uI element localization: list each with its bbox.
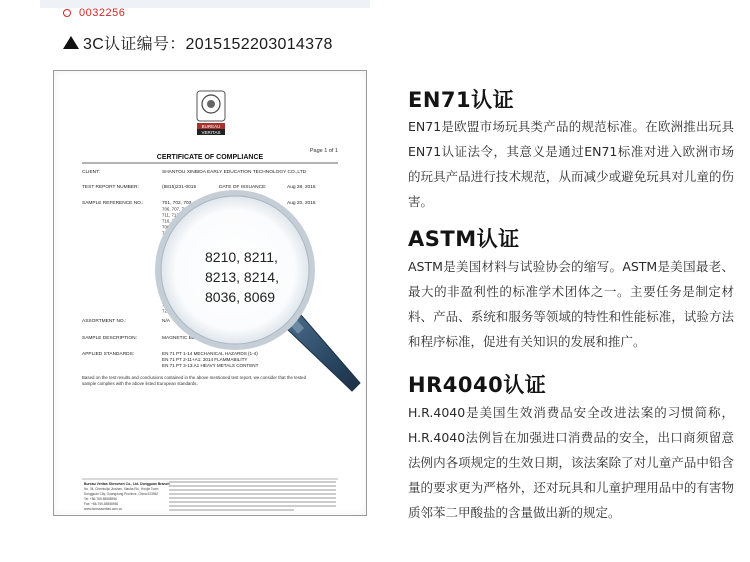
- certificate-svg: [54, 71, 366, 515]
- bureau-veritas-logo: [197, 91, 225, 135]
- sample-ref-list: [162, 207, 204, 314]
- sample-ref-line: 7068, 7108, 7: [162, 224, 189, 230]
- footer-line: Fax: +86-769-85558956: [84, 502, 119, 506]
- assortment-label: ASSORTMENT NO.:: [82, 319, 127, 324]
- page-number: Page 1 of 1: [309, 148, 338, 154]
- serial-number: [63, 7, 125, 19]
- magnified-line: 8036, 8069: [205, 289, 276, 305]
- sample-ref-line: 8213, 82: [162, 254, 180, 260]
- fine-print: [169, 482, 336, 510]
- footer-line: Dongguan City, Guangdong Province, China 523962: [84, 492, 159, 496]
- sample-ref-line: 7216, 7217, 72: [162, 302, 192, 308]
- certificate-title: CERTIFICATE OF COMPLIANCE: [156, 154, 264, 161]
- section-body-en71: EN71是欧盟市场玩具类产品的规范标准。在欧洲推出玩具EN71认证法令，其意义是通过EN71标准对进入欧洲市场的玩具产品进行技术规范，从而减少或避免玩具对儿童的伤害。: [408, 119, 734, 209]
- report-number-label: TEST REPORT NUMBER:: [82, 185, 139, 190]
- report-number-value: (8815)231-0015: [162, 185, 197, 190]
- sample-ref-line: 7056, 7058: [162, 236, 184, 242]
- section-title-astm: ASTM认证: [408, 227, 520, 251]
- sample-ref-line: 7204,: [162, 284, 173, 290]
- magnifier-icon: [155, 190, 360, 391]
- standard-line: EN 71 PT 2-11+A1: 2014 FLAMMABILITY: [162, 357, 248, 362]
- sample-ref-line: 7212, 7213: [162, 296, 184, 302]
- circle-icon: [63, 9, 71, 17]
- footer-line: www.bureauveritas.com.cn: [84, 507, 123, 511]
- sample-ref-value: 701, 702, 703, 704, 705: [162, 201, 213, 206]
- sample-ref-line: 8217, 8: [162, 260, 177, 266]
- sample-date-value: Aug 20, 2015: [287, 201, 316, 206]
- client-value: SHANTOU XINBIDA EARLY EDUCATION TECHNOLOGY CO.,LTD: [162, 170, 307, 175]
- sample-ref-line: 706, 707, 708, 709, 7: [162, 206, 204, 212]
- assortment-value: N/A: [162, 319, 170, 324]
- conclusion-line: sample complies with the above listed European standards.: [82, 381, 198, 386]
- description-label: SAMPLE DESCRIPTION:: [82, 336, 137, 341]
- sample-ref-line: 8221,: [162, 266, 173, 272]
- section-body-hr4040: H.R.4040是美国生效消费品安全改进法案的习惯简称，H.R.4040法例旨在加强进口消费品的安全，出口商须留意法例内各项规定的生效日期，该法案除了对儿童产品中铅含量的要求更为严格外，还对玩具和儿童护理用品中的有害物质邻苯二甲酸盐的含量做出新的规定。: [408, 405, 734, 520]
- sample-ref-line: 716, 717, 718, 71: [162, 218, 197, 224]
- sample-ref-line: 8225,: [162, 272, 173, 278]
- cert-number-text: 3C认证编号：2015152203014378: [83, 36, 333, 53]
- footer-company: [84, 482, 170, 511]
- logo-text-1: BUREAU: [201, 124, 221, 129]
- standard-line: EN 71 PT 1-14 MECHANICAL HAZARDS (1-4): [162, 351, 258, 356]
- sample-ref-line: 8032, 805: [162, 242, 182, 248]
- logo-text-2: VERITAS: [201, 130, 221, 135]
- sample-ref-line: 711, 712, 713, 714: [162, 212, 199, 218]
- triangle-icon: [63, 36, 79, 49]
- standards-label: APPLIED STANDARDS:: [82, 352, 135, 357]
- certificate-document: [53, 70, 367, 516]
- sample-ref-label: SAMPLE REFERENCE NO.:: [82, 201, 144, 206]
- client-label: CLIENT:: [82, 170, 100, 175]
- footer-line: Bureau Veritas Shenzhen Co., Ltd. Dongguan Branch: [84, 482, 170, 486]
- standard-line: EN 71 PT 3-13:A1 HEAVY METALS CONTENT: [162, 363, 259, 368]
- sample-ref-line: 8196, 8: [162, 248, 177, 254]
- section-body-astm: ASTM是美国材料与试验协会的缩写。ASTM是美国最老、最大的非盈利性的标准学术团体之一。主要任务是制定材料、产品、系统和服务等领域的特性和性能标准，试验方法和程序标准，促进有关知识的发展和推广。: [408, 259, 734, 349]
- serial-number-text: 0032256: [79, 7, 126, 19]
- footer-line: No. 34, Chenkuijiu Jiushan, Xiasha Rd., Houjie Town: [84, 487, 159, 491]
- cert-number-line: [63, 31, 333, 54]
- sample-ref-line: 7108B, 717: [162, 230, 185, 236]
- issuance-value: Aug 28, 2015: [287, 185, 316, 190]
- section-title-en71: EN71认证: [408, 88, 515, 112]
- sample-ref-line: 8229,: [162, 278, 173, 284]
- conclusion-line: Based on the test results and conclusions contained in the above mentioned test report, we consider that the tested: [82, 375, 307, 380]
- sample-ref-line: 7220: [162, 308, 172, 314]
- magnified-line: 8213, 8214,: [205, 269, 279, 285]
- section-title-hr4040: HR4040认证: [408, 373, 547, 397]
- description-value: MAGNETIC BLOCKS: [162, 336, 209, 341]
- footer-line: Tel: +86-769-85558956: [84, 497, 117, 501]
- sample-ref-line: 7208,: [162, 290, 173, 296]
- magnified-line: 8210, 8211,: [205, 249, 278, 265]
- issuance-label: DATE OF ISSUANCE:: [219, 185, 267, 190]
